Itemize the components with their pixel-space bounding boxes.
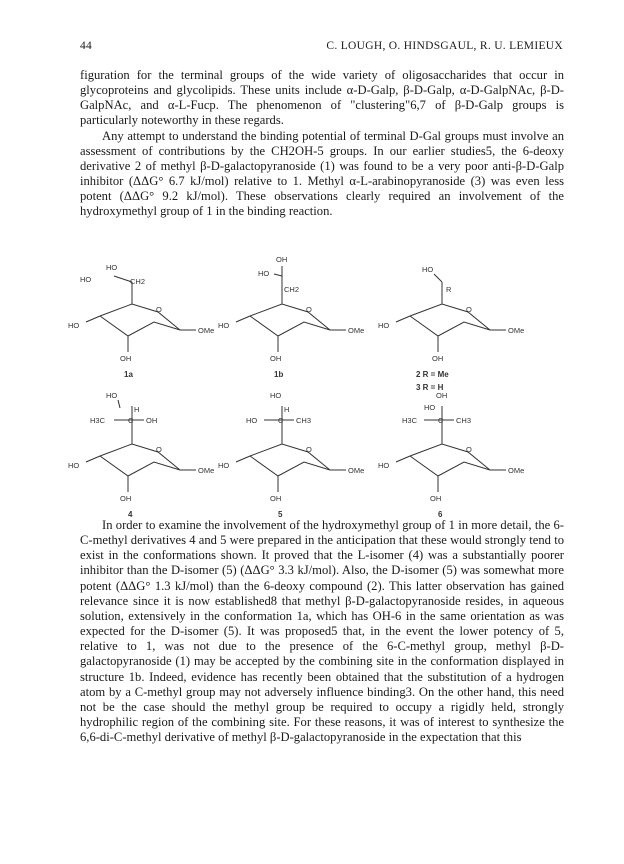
s1a-label: OH [120, 354, 132, 363]
s4-label: HO [68, 461, 80, 470]
s23-label: R [446, 285, 452, 294]
s5-label: OH [270, 494, 282, 503]
s5-label: HO [218, 461, 230, 470]
s1b-label: OH [270, 354, 282, 363]
s23-label: OMe [508, 326, 525, 335]
s4-number: 4 [128, 510, 133, 519]
s5-label: CH3 [296, 416, 312, 425]
s6-label: O [466, 445, 472, 454]
s1a-label: OMe [198, 326, 215, 335]
s1a-label: O [156, 305, 162, 314]
s1b-label: HO [258, 269, 270, 278]
s1a-label: HO [68, 321, 80, 330]
s5-label: HO [270, 391, 282, 400]
s23-label: OH [432, 354, 444, 363]
s1b-number: 1b [274, 370, 284, 379]
s6-label: C [438, 416, 444, 425]
s2-number: 2 R = Me [416, 370, 449, 379]
s4-label: O [156, 445, 162, 454]
s5-number: 5 [278, 510, 283, 519]
s4-label: C [128, 416, 134, 425]
s6-label: OMe [508, 466, 525, 475]
s1b-label: HO [218, 321, 230, 330]
s4-label: OMe [198, 466, 215, 475]
s5-label: C [278, 416, 284, 425]
s4-label: OH [146, 416, 158, 425]
s5-label: O [306, 445, 312, 454]
paragraph-1: figuration for the terminal groups of the wide variety of oligosaccharides that occur in glycoproteins and glycolipids. These units include α-D-Galp, β-D-Galp, α-D-GalpNAc, β-D-GalpNAc, and α-L-Fucp. The phenomenon of "clustering"6,7 of β-D-Galp groups is particularly noteworthy in these regards. [80, 68, 564, 128]
s1b-label: O [306, 305, 312, 314]
s1a-label: HO [80, 275, 92, 284]
s6-label: HO [424, 403, 436, 412]
s1a-number: 1a [124, 370, 133, 379]
body-text-bottom [80, 518, 564, 745]
s1b-label: OMe [348, 326, 365, 335]
s1b-label: OH [276, 255, 288, 264]
s3-number: 3 R = H [416, 383, 444, 392]
chemical-structures [60, 236, 540, 519]
s4-label: HO [106, 391, 118, 400]
s1b-label: CH2 [284, 285, 300, 294]
s5-label: OMe [348, 466, 365, 475]
s4-label: H3C [90, 416, 106, 425]
s6-number: 6 [438, 510, 443, 519]
paragraph-3: In order to examine the involvement of the hydroxymethyl group of 1 in more detail, the 6-C-methyl derivatives 4 and 5 were prepared in the anticipation that these would strongly tend to exist in the conformations shown. It proved that the L-isomer (4) was a substantially poorer inhibitor than the D-isomer (5) (ΔΔG° 3.3 kJ/mol). Also, the D-isomer (5) was somewhat more potent (ΔΔG° 1.3 kJ/mol) than the 6-deoxy compound (2). This latter observation has gained relevance since it is now established8 that methyl β-D-galactopyranoside resides, in aqueous solution, extensively in the conformation 1a, which has OH-6 in the same orientation as was expected for the D-isomer (5). It was proposed5 that, in the event the lower potency of 5, relative to 1, was not due to the presence of the 6-C-methyl group, methyl β-D-galactopyranoside (1) may be accepted by the combining site in the conformation displayed in structure 1b. Indeed, evidence has recently been obtained that the substitution of a hydrogen atom by a C-methyl group may not adversely influence binding3. On the other hand, this need not be the case should the methyl group be required to occupy a rigidly held, strongly hydrophilic region of the combining site. For these reasons, it was of interest to synthesize the 6,6-di-C-methyl derivative of methyl β-D-galactopyranoside in the expectation that this [80, 518, 564, 745]
page-number: 44 [80, 40, 93, 52]
s6-label: CH3 [456, 416, 472, 425]
s6-label: HO [378, 461, 390, 470]
s5-label: H [284, 405, 290, 414]
s1a-label: CH2 [130, 277, 146, 286]
s23-label: HO [422, 265, 434, 274]
s1a-label: HO [106, 263, 118, 272]
s6-label: OH [436, 391, 448, 400]
structure-1a [86, 276, 196, 352]
structure-1b [236, 266, 346, 352]
s4-label: OH [120, 494, 132, 503]
s4-label: H [134, 405, 140, 414]
s5-label: HO [246, 416, 258, 425]
s6-label: OH [430, 494, 442, 503]
s23-label: O [466, 305, 472, 314]
paragraph-2: Any attempt to understand the binding potential of terminal D-Gal groups must involve an assessment of contributions by the CH2OH-5 groups. In our earlier studies5, the 6-deoxy derivative 2 of methyl β-D-galactopyranoside (1) was found to be a very poor anti-β-D-Galp inhibitor (ΔΔG° 6.7 kJ/mol) relative to 1. Methyl α-L-arabinopyranoside (3) was even less potent (ΔΔG° 9.2 kJ/mol). These observations clearly required an involvement of the hydroxymethyl group of 1 in the binding reaction. [80, 128, 564, 219]
running-head: C. LOUGH, O. HINDSGAUL, R. U. LEMIEUX [326, 40, 563, 52]
s6-label: H3C [402, 416, 418, 425]
body-text-top [80, 68, 564, 220]
structure-4 [86, 400, 196, 492]
page-header [80, 40, 563, 56]
s23-label: HO [378, 321, 390, 330]
